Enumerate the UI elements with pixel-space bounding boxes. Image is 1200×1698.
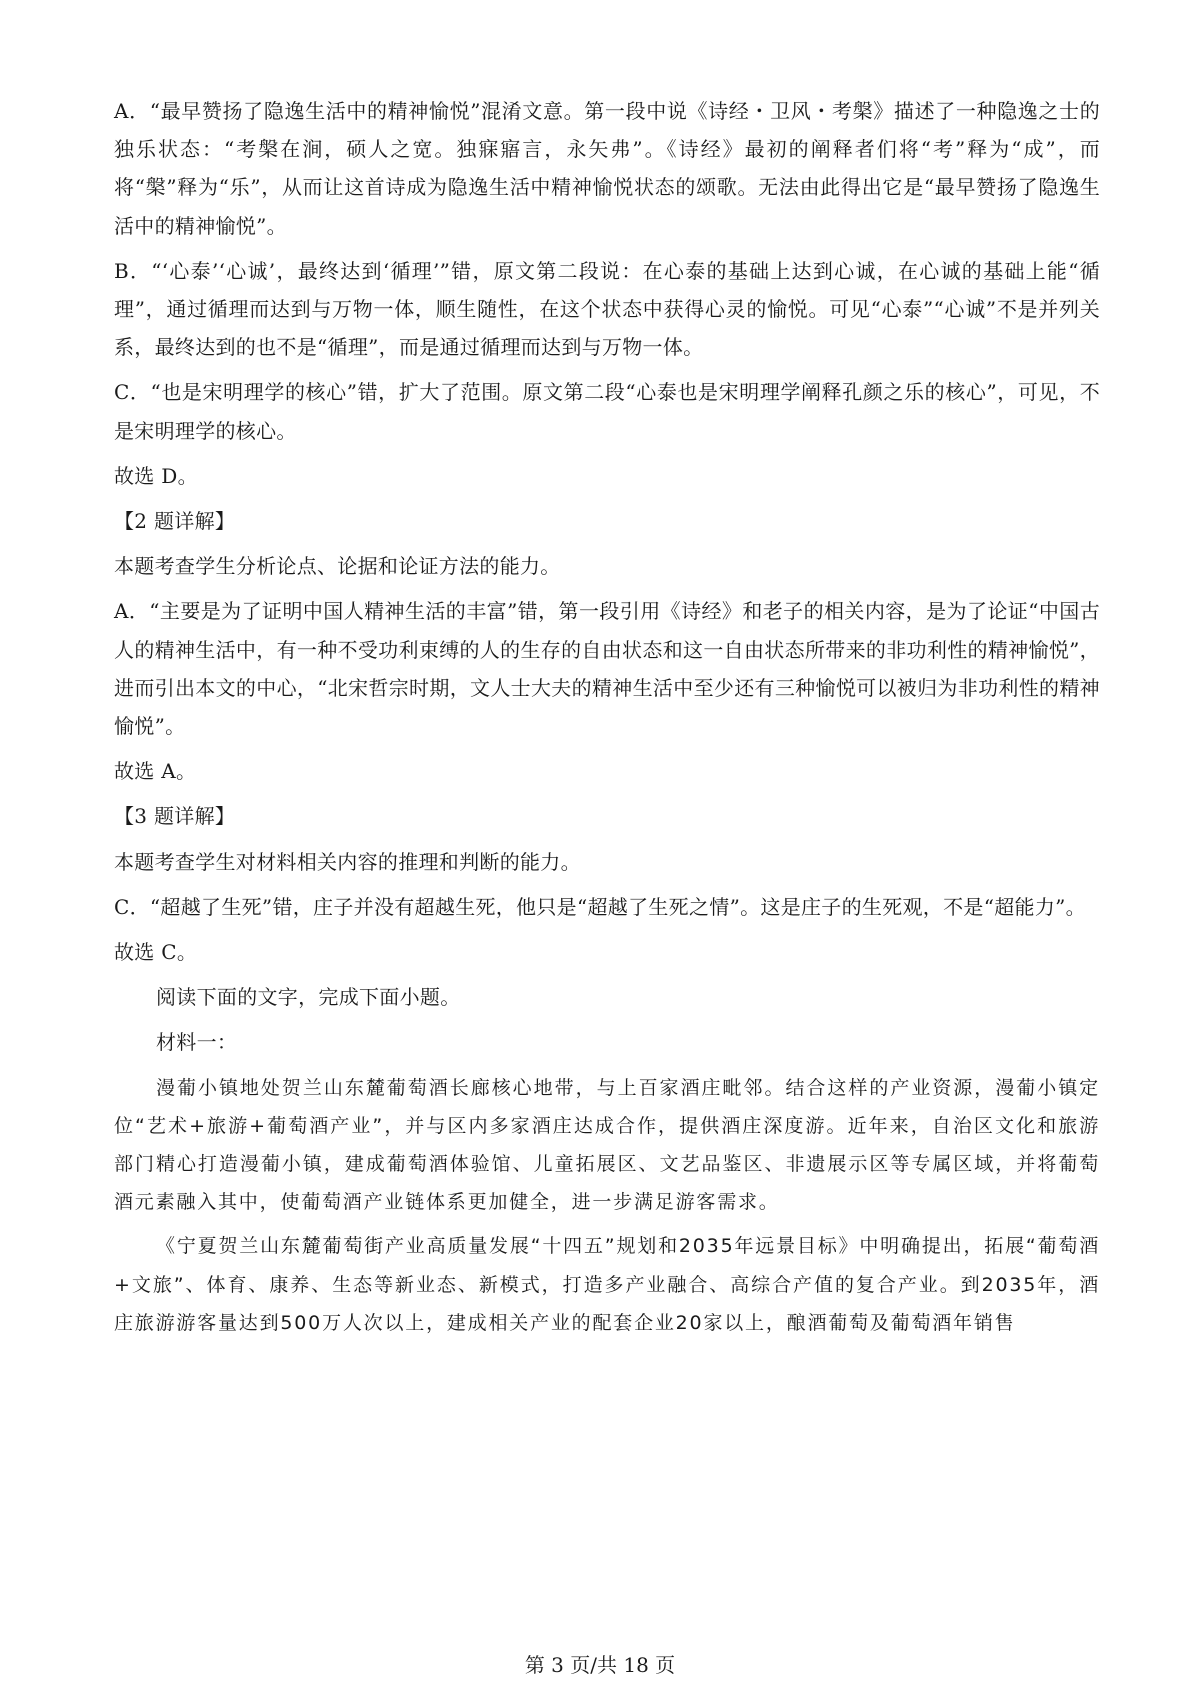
paragraph-choice-2: 故选 A。 [114,759,197,784]
paragraph-answer-2a: A．“主要是为了证明中国人精神生活的丰富”错，第一段引用《诗经》和老子的相关内容，是为了论证“中国古人的精神生活中，有一种不受功利束缚的人的生存的自由状态和这一自由状态所带来的非功利性的精神愉悦”，进而引出本文的中心，“北宋哲宗时期，文人士大夫的精神生活中至少还有三种愉悦可以被归为非功利性的精神愉悦”。 [114,599,1100,739]
section-heading-q2: 【2 题详解】 [114,509,236,534]
material-one-paragraph-2: 《宁夏贺兰山东麓葡萄街产业高质量发展“十四五”规划和2035年远景目标》中明确提出，拓展“葡萄酒+文旅”、体育、康养、生态等新业态、新模式，打造多产业融合、高综合产值的复合产业。到2035年，酒庄旅游游客量达到500万人次以上，建成相关产业的配套企业20家以上，酿酒葡萄及葡萄酒年销售 [114,1235,1100,1334]
paragraph-answer-1a: A．“最早赞扬了隐逸生活中的精神愉悦”混淆文意。第一段中说《诗经・卫风・考槃》描述了一种隐逸之士的独乐状态：“考槃在涧，硕人之宽。独寐寤言，永矢弗”。《诗经》最初的阐释者们将“考”释为“成”，而将“槃”释为“乐”，从而让这首诗成为隐逸生活中精神愉悦状态的颂歌。无法由此得出它是“最早赞扬了隐逸生活中的精神愉悦”。 [114,99,1100,238]
paragraph-q3-intro: 本题考查学生对材料相关内容的推理和判断的能力。 [114,849,581,874]
paragraph-answer-3c: C．“超越了生死”错，庄子并没有超越生死，他只是“超越了生死之情”。这是庄子的生死观，不是“超能力”。 [114,894,1086,919]
paragraph-answer-1c: C．“也是宋明理学的核心”错，扩大了范围。原文第二段“心泰也是宋明理学阐释孔颜之乐的核心”，可见，不是宋明理学的核心。 [114,380,1100,443]
paragraph-choice-3: 故选 C。 [114,940,198,965]
material-one-label: 材料一： [156,1030,238,1055]
paragraph-choice-1: 故选 D。 [114,463,198,488]
reading-instruction: 阅读下面的文字，完成下面小题。 [156,985,461,1010]
page-number: 第 3 页/共 18 页 [524,1653,676,1677]
material-one-paragraph-1: 漫葡小镇地处贺兰山东麓葡萄酒长廊核心地带，与上百家酒庄毗邻。结合这样的产业资源，漫葡小镇定位“艺术+旅游+葡萄酒产业”，并与区内多家酒庄达成合作，提供酒庄深度游。近年来，自治区文化和旅游部门精心打造漫葡小镇，建成葡萄酒体验馆、儿童拓展区、文艺品鉴区、非遗展示区等专属区域，并将葡萄酒元素融入其中，使葡萄酒产业链体系更加健全，进一步满足游客需求。 [114,1076,1100,1214]
paragraph-q2-intro: 本题考查学生分析论点、论据和论证方法的能力。 [114,554,561,579]
page-footer [0,1652,1200,1678]
paragraph-answer-1b: B．“‘心泰’‘心诚’，最终达到‘循理’”错，原文第二段说：在心泰的基础上达到心诚，在心诚的基础上能“循理”，通过循理而达到与万物一体，顺生随性，在这个状态中获得心灵的愉悦。可见“心泰”“心诚”不是并列关系，最终达到的也不是“循理”，而是通过循理而达到与万物一体。 [114,258,1100,360]
section-heading-q3: 【3 题详解】 [114,804,236,829]
document-body [114,92,1100,1348]
